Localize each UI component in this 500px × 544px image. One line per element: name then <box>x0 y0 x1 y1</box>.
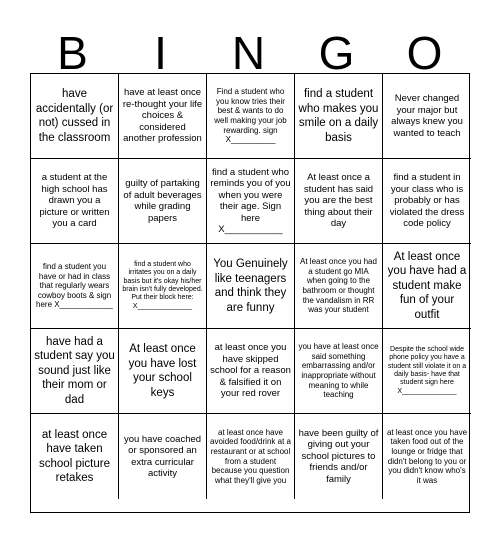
bingo-cell[interactable]: At least once you have had a student make fun of your outfit <box>383 244 471 329</box>
bingo-cell[interactable]: have accidentally (or not) cussed in the classroom <box>31 74 119 159</box>
bingo-cell[interactable]: a student at the high school has drawn you a picture or written you a card <box>31 159 119 244</box>
bingo-cell[interactable]: at least once have avoided food/drink at a restaurant or at school from a student because you question what they'll give you <box>207 414 295 499</box>
bingo-cell[interactable]: find a student who irritates you on a daily basis but it's okay his/her brain isn't fully developed. Put their block here: X______________ <box>119 244 207 329</box>
title-letter-o: O <box>406 27 443 79</box>
title-letter-g: G <box>318 27 355 79</box>
bingo-cell[interactable]: At least once you have lost your school keys <box>119 329 207 414</box>
bingo-cell[interactable]: Find a student who you know tries their best & wants to do well making your job rewarding. sign X__________ <box>207 74 295 159</box>
bingo-cell[interactable]: find a student in your class who is probably or has violated the dress code policy <box>383 159 471 244</box>
bingo-cell[interactable]: at least once you have skipped school for a reason & falsified it on your red rover <box>207 329 295 414</box>
bingo-cell[interactable]: have at least once re-thought your life choices & considered another profession <box>119 74 207 159</box>
bingo-cell[interactable]: you have at least once said something embarrassing and/or inappropriate without meaning to while teaching <box>295 329 383 414</box>
bingo-cell[interactable]: at least once you have taken food out of the lounge or fridge that didn't belong to you or you didn't know who's it was <box>386 427 468 485</box>
bingo-grid <box>30 73 470 513</box>
bingo-cell[interactable]: At least once a student has said you are the best thing about their day <box>295 159 383 244</box>
bingo-cell[interactable]: you have coached or sponsored an extra curricular activity <box>119 414 207 499</box>
bingo-cell[interactable]: at least once have taken school picture retakes <box>31 414 119 499</box>
bingo-cell[interactable]: find a student who makes you smile on a daily basis <box>295 74 383 159</box>
bingo-cell[interactable]: At least once you had a student go MIA when going to the bathroom or thought the vandalism in RR was your student <box>295 244 383 329</box>
title-letter-b: B <box>57 27 88 79</box>
title-letter-n: N <box>231 27 266 79</box>
bingo-cell[interactable]: find a student who reminds you of you when you were their age. Sign here X___________ <box>207 159 295 244</box>
bingo-cell[interactable]: have been guilty of giving out your school pictures to friends and/or family <box>295 414 383 499</box>
bingo-cell[interactable]: find a student you have or had in class that regularly wears cowboy boots & sign here X____________ <box>31 244 119 329</box>
bingo-cell[interactable]: have had a student say you sound just like their mom or dad <box>31 329 119 414</box>
bingo-cell[interactable]: You Genuinely like teenagers and think they are funny <box>207 244 295 329</box>
bingo-cell[interactable]: Never changed your major but always knew you wanted to teach <box>383 74 471 159</box>
title-letter-i: I <box>154 27 167 79</box>
bingo-title <box>28 28 472 78</box>
bingo-cell[interactable]: guilty of partaking of adult beverages while grading papers <box>119 159 207 244</box>
bingo-cell[interactable]: Despite the school wide phone policy you have a student still violate it on a daily basis- have that student sign here X______________ <box>383 329 471 414</box>
